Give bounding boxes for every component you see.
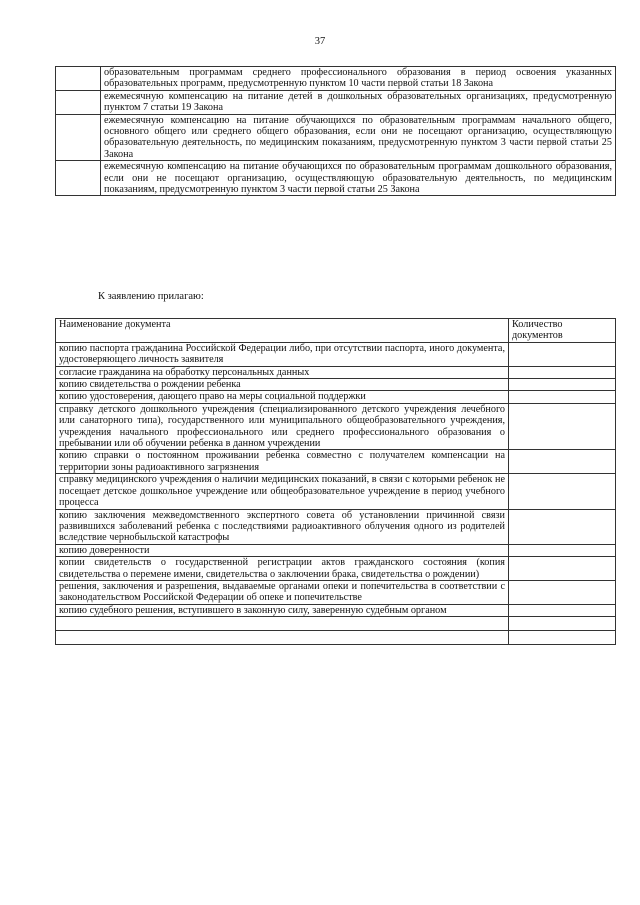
table-row-empty	[56, 631, 616, 645]
table-row	[56, 450, 616, 474]
document-count-cell[interactable]	[509, 379, 616, 391]
benefit-checkbox-cell[interactable]	[56, 114, 101, 161]
benefits-table	[55, 66, 616, 196]
document-name: копию удостоверения, дающего право на меры социальной поддержки	[56, 391, 509, 403]
benefit-text: ежемесячную компенсацию на питание детей в дошкольных образовательных организациях, предусмотренную пунктом 7 статьи 19 Закона	[101, 90, 616, 114]
benefit-checkbox-cell[interactable]	[56, 67, 101, 91]
table-header-row	[56, 319, 616, 343]
document-name: справку детского дошкольного учреждения (специализированного детского учреждения лечебного или санаторного типа), государственного или муниципального общеобразовательного учреждения, учреждения начального профессионального или среднего профессионального образования о пребывании или об обучении ребенка в данном учреждении	[56, 403, 509, 450]
table-row-empty	[56, 617, 616, 631]
document-count-cell[interactable]	[509, 403, 616, 450]
document-count-cell[interactable]	[509, 366, 616, 378]
header-document-name: Наименование документа	[56, 319, 509, 343]
benefit-text: образовательным программам среднего профессионального образования в период освоения указанных образовательных программ, предусмотренную пунктом 10 части первой статьи 18 Закона	[101, 67, 616, 91]
document-name: копию заключения межведомственного экспертного совета об установлении причинной связи развившихся заболеваний ребенка с последствиями радиоактивного облучения одного из родителей вследствие чернобыльской катастрофы	[56, 509, 509, 544]
document-count-cell[interactable]	[509, 474, 616, 509]
document-count-cell[interactable]	[509, 391, 616, 403]
document-name: копию свидетельства о рождении ребенка	[56, 379, 509, 391]
benefit-row	[56, 67, 616, 91]
document-name[interactable]	[56, 617, 509, 631]
benefit-row	[56, 161, 616, 196]
document-name: копию доверенности	[56, 544, 509, 556]
documents-table	[55, 318, 616, 645]
table-row	[56, 474, 616, 509]
table-row	[56, 403, 616, 450]
table-row	[56, 509, 616, 544]
benefit-row	[56, 90, 616, 114]
document-name[interactable]	[56, 631, 509, 645]
benefit-checkbox-cell[interactable]	[56, 161, 101, 196]
header-document-count: Количество документов	[509, 319, 616, 343]
table-row	[56, 580, 616, 604]
benefit-text: ежемесячную компенсацию на питание обучающихся по образовательным программам начального общего, основного общего или среднего общего образования, если они не посещают организацию, осуществляющую образовательную деятельность, по медицинским показаниям, предусмотренную пунктом 3 части первой статьи 25 Закона	[101, 114, 616, 161]
benefit-row	[56, 114, 616, 161]
document-count-cell[interactable]	[509, 509, 616, 544]
document-name: копию паспорта гражданина Российской Федерации либо, при отсутствии паспорта, иного документа, удостоверяющего личность заявителя	[56, 342, 509, 366]
table-row	[56, 342, 616, 366]
document-count-cell[interactable]	[509, 450, 616, 474]
benefit-checkbox-cell[interactable]	[56, 90, 101, 114]
document-count-cell[interactable]	[509, 557, 616, 581]
document-name: решения, заключения и разрешения, выдаваемые органами опеки и попечительства в соответствии с законодательством Российской Федерации об опеке и попечительстве	[56, 580, 509, 604]
attachments-intro: К заявлению прилагаю:	[98, 291, 204, 302]
table-row	[56, 391, 616, 403]
table-row	[56, 604, 616, 616]
table-row	[56, 557, 616, 581]
document-count-cell[interactable]	[509, 617, 616, 631]
table-row	[56, 366, 616, 378]
document-name: копию судебного решения, вступившего в законную силу, заверенную судебным органом	[56, 604, 509, 616]
document-name: копию справки о постоянном проживании ребенка совместно с получателем компенсации на территории зоны радиоактивного загрязнения	[56, 450, 509, 474]
document-count-cell[interactable]	[509, 631, 616, 645]
document-count-cell[interactable]	[509, 580, 616, 604]
benefit-text: ежемесячную компенсацию на питание обучающихся по образовательным программам дошкольного образования, если они не посещают организацию, осуществляющую образовательную деятельность, по медицинским показаниям, предусмотренную пунктом 3 части первой статьи 25 Закона	[101, 161, 616, 196]
document-count-cell[interactable]	[509, 604, 616, 616]
table-row	[56, 379, 616, 391]
table-row	[56, 544, 616, 556]
document-count-cell[interactable]	[509, 544, 616, 556]
page-number: 37	[314, 36, 326, 47]
document-count-cell[interactable]	[509, 342, 616, 366]
document-name: копии свидетельств о государственной регистрации актов гражданского состояния (копия свидетельства о перемене имени, свидетельства о заключении брака, свидетельства о рождении)	[56, 557, 509, 581]
document-name: согласие гражданина на обработку персональных данных	[56, 366, 509, 378]
document-name: справку медицинского учреждения о наличии медицинских показаний, в связи с которыми ребенок не посещает детское дошкольное учреждение или общеобразовательное учреждение в период учебного процесса	[56, 474, 509, 509]
